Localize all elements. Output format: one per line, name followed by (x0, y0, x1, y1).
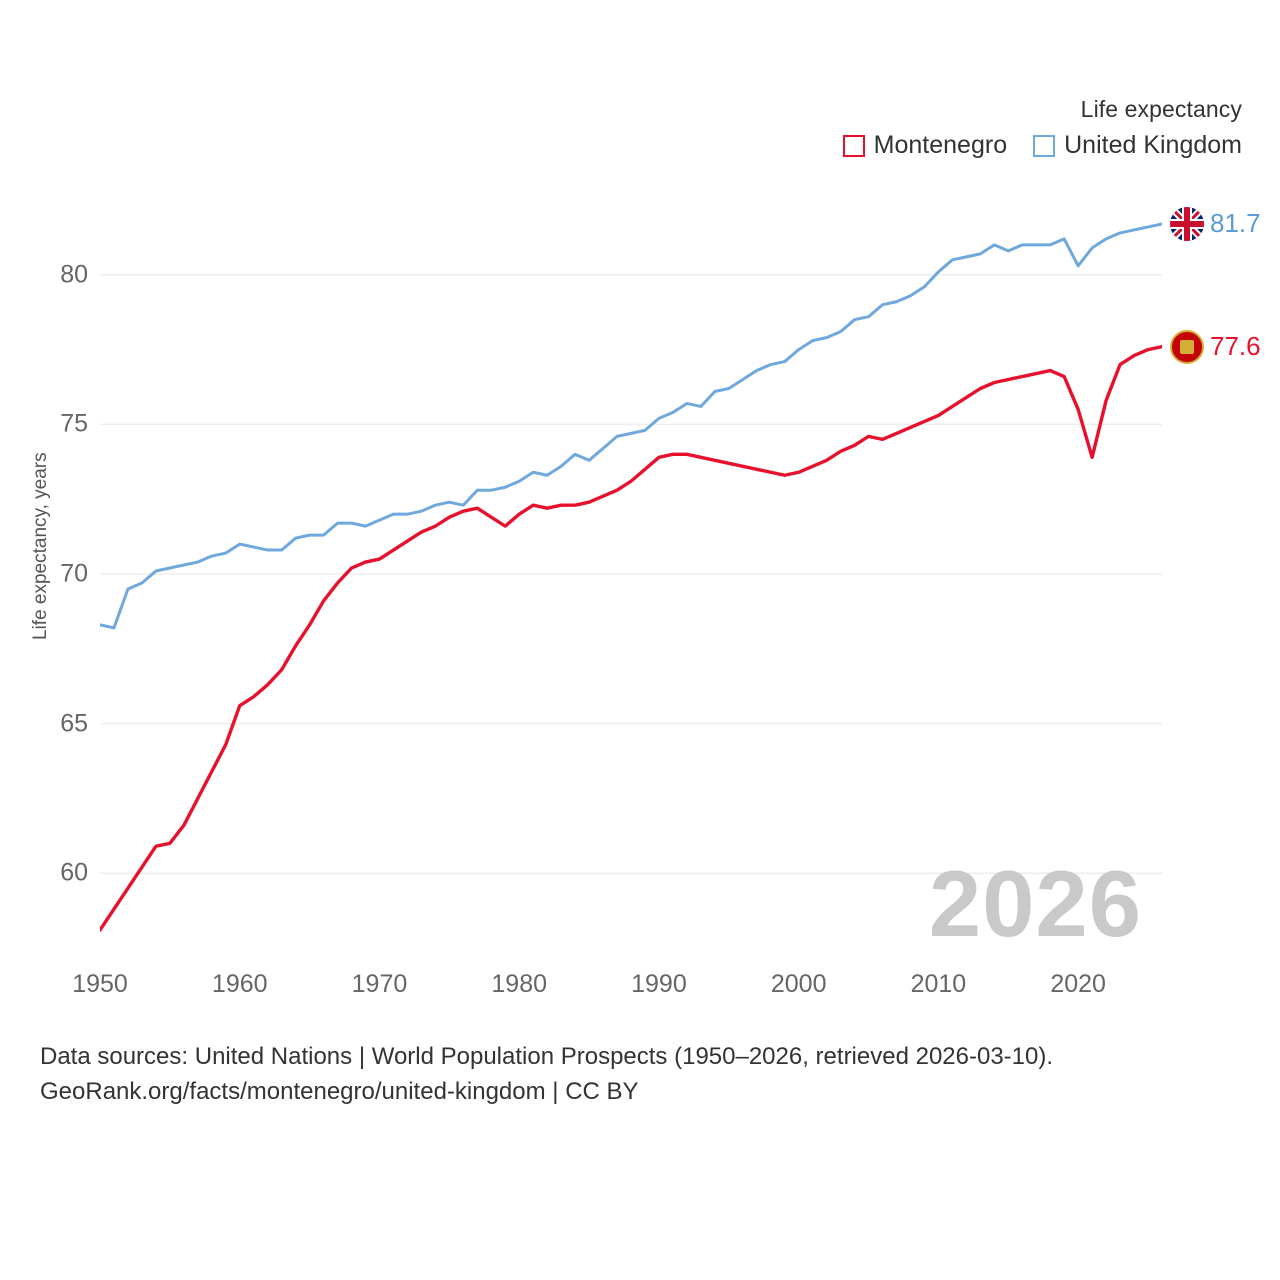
x-tick-1960: 1960 (211, 970, 268, 998)
chart-legend (843, 96, 1242, 160)
series-lines (100, 200, 1162, 948)
x-tick-1970: 1970 (351, 970, 408, 998)
plot-area (100, 200, 1162, 948)
y-tick-70: 70 (60, 559, 88, 588)
x-tick-2010: 2010 (910, 970, 967, 998)
x-tick-1950: 1950 (72, 970, 128, 998)
y-tick-80: 80 (60, 260, 88, 289)
year-watermark: 2026 (928, 851, 1142, 956)
end-value-united-kingdom: 81.7 (1210, 208, 1261, 239)
united-kingdom-swatch-icon (1033, 135, 1055, 157)
legend-item-united-kingdom[interactable] (1033, 131, 1242, 160)
footer-line-1: Data sources: United Nations | World Population Prospects (1950–2026, retrieved 2026-03-10). (40, 1043, 1054, 1070)
montenegro-flag-icon (1170, 330, 1204, 364)
footer-line-2: GeoRank.org/facts/montenegro/united-kingdom | CC BY (40, 1077, 639, 1105)
legend-label-montenegro: Montenegro (873, 131, 1008, 159)
x-tick-2000: 2000 (770, 970, 827, 998)
series-line-united-kingdom (100, 224, 1162, 628)
uk-flag-icon (1170, 207, 1204, 241)
end-marker-montenegro (1170, 330, 1261, 364)
montenegro-swatch-icon (843, 135, 865, 157)
legend-title: Life expectancy (1080, 96, 1242, 122)
y-axis-label: Life expectancy, years (30, 452, 51, 640)
y-tick-75: 75 (60, 409, 88, 438)
footer-sources (40, 1040, 1240, 1110)
end-value-montenegro: 77.6 (1210, 331, 1261, 362)
end-marker-united-kingdom (1170, 207, 1261, 241)
x-tick-1990: 1990 (631, 970, 687, 998)
x-tick-2020: 2020 (1050, 970, 1106, 998)
legend-item-montenegro[interactable] (843, 131, 1007, 160)
x-tick-1980: 1980 (491, 970, 548, 998)
y-tick-60: 60 (60, 858, 88, 887)
legend-label-united-kingdom: United Kingdom (1064, 131, 1242, 159)
y-tick-65: 65 (60, 709, 88, 738)
